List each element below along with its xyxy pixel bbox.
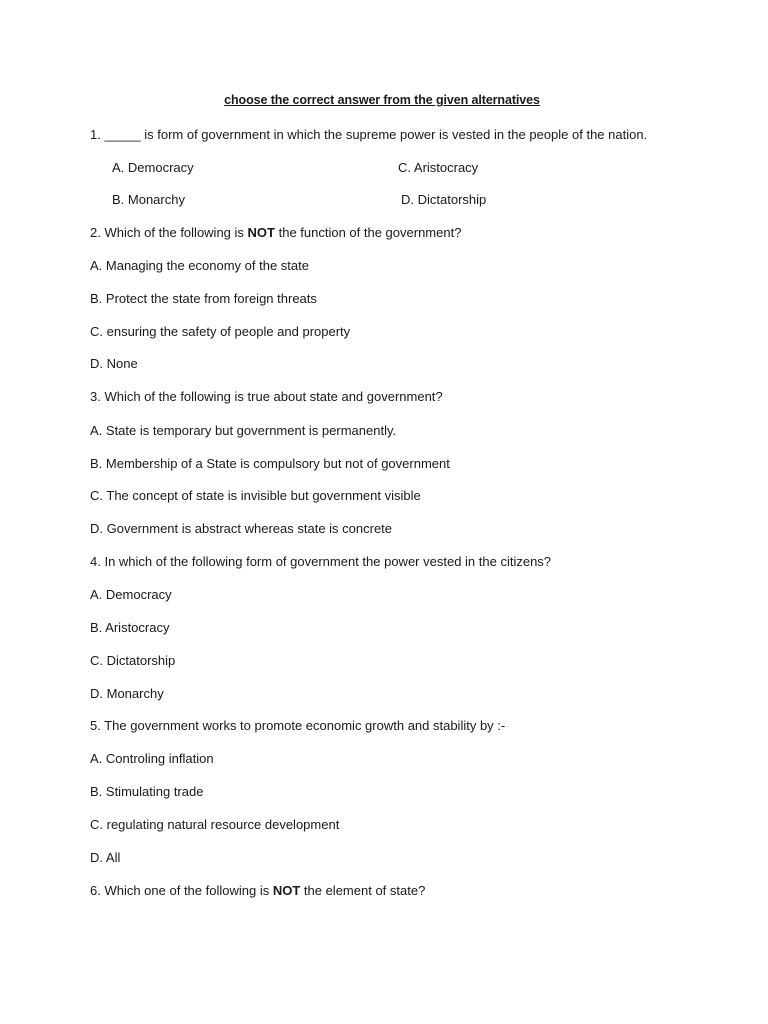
question-3-option-c: C. The concept of state is invisible but government visible <box>90 488 421 503</box>
question-2-emphasis: NOT <box>247 225 275 240</box>
question-5-option-b: B. Stimulating trade <box>90 784 204 799</box>
question-6-emphasis: NOT <box>272 883 301 898</box>
question-2-option-d: D. None <box>90 356 138 371</box>
question-2 <box>90 225 461 241</box>
question-4-option-b: B. Aristocracy <box>90 620 170 635</box>
question-3-option-d: D. Government is abstract whereas state is concrete <box>90 521 393 536</box>
title-text: choose the correct answer from the given alternatives <box>224 93 540 107</box>
question-5-option-a: A. Controling inflation <box>90 751 214 766</box>
question-4-option-d: D. Monarchy <box>90 686 164 701</box>
question-2-option-a: A. Managing the economy of the state <box>90 258 309 273</box>
question-1-text: is form of government in which the supreme power is vested in the people of the nation. <box>140 127 648 142</box>
question-1-option-b: B. Monarchy <box>112 192 185 207</box>
question-1-number: 1. <box>90 127 105 142</box>
question-1-option-c: C. Aristocracy <box>398 160 479 175</box>
question-2-text-post: the function of the government? <box>274 225 462 240</box>
question-6-text-pre: 6. Which one of the following is <box>90 883 273 898</box>
page-title <box>0 93 768 107</box>
question-4-option-c: C. Dictatorship <box>90 653 176 668</box>
question-3-option-a: A. State is temporary but government is permanently. <box>90 423 397 438</box>
question-3: 3. Which of the following is true about state and government? <box>90 389 443 404</box>
question-5: 5. The government works to promote economic growth and stability by :- <box>90 718 506 733</box>
question-1 <box>90 127 647 143</box>
question-2-option-c: C. ensuring the safety of people and property <box>90 324 351 339</box>
question-4: 4. In which of the following form of government the power vested in the citizens? <box>90 554 552 569</box>
question-5-option-d: D. All <box>90 850 121 865</box>
question-3-option-b: B. Membership of a State is compulsory but not of government <box>90 456 450 471</box>
question-4-option-a: A. Democracy <box>90 587 172 602</box>
question-6-text-post: the element of state? <box>300 883 426 898</box>
question-6 <box>90 883 425 899</box>
question-1-blank: _____ <box>104 127 141 142</box>
question-1-option-a: A. Democracy <box>112 160 194 175</box>
question-5-option-c: C. regulating natural resource development <box>90 817 340 832</box>
question-2-text-pre: 2. Which of the following is <box>90 225 248 240</box>
question-2-option-b: B. Protect the state from foreign threats <box>90 291 317 306</box>
question-1-option-d: D. Dictatorship <box>401 192 487 207</box>
